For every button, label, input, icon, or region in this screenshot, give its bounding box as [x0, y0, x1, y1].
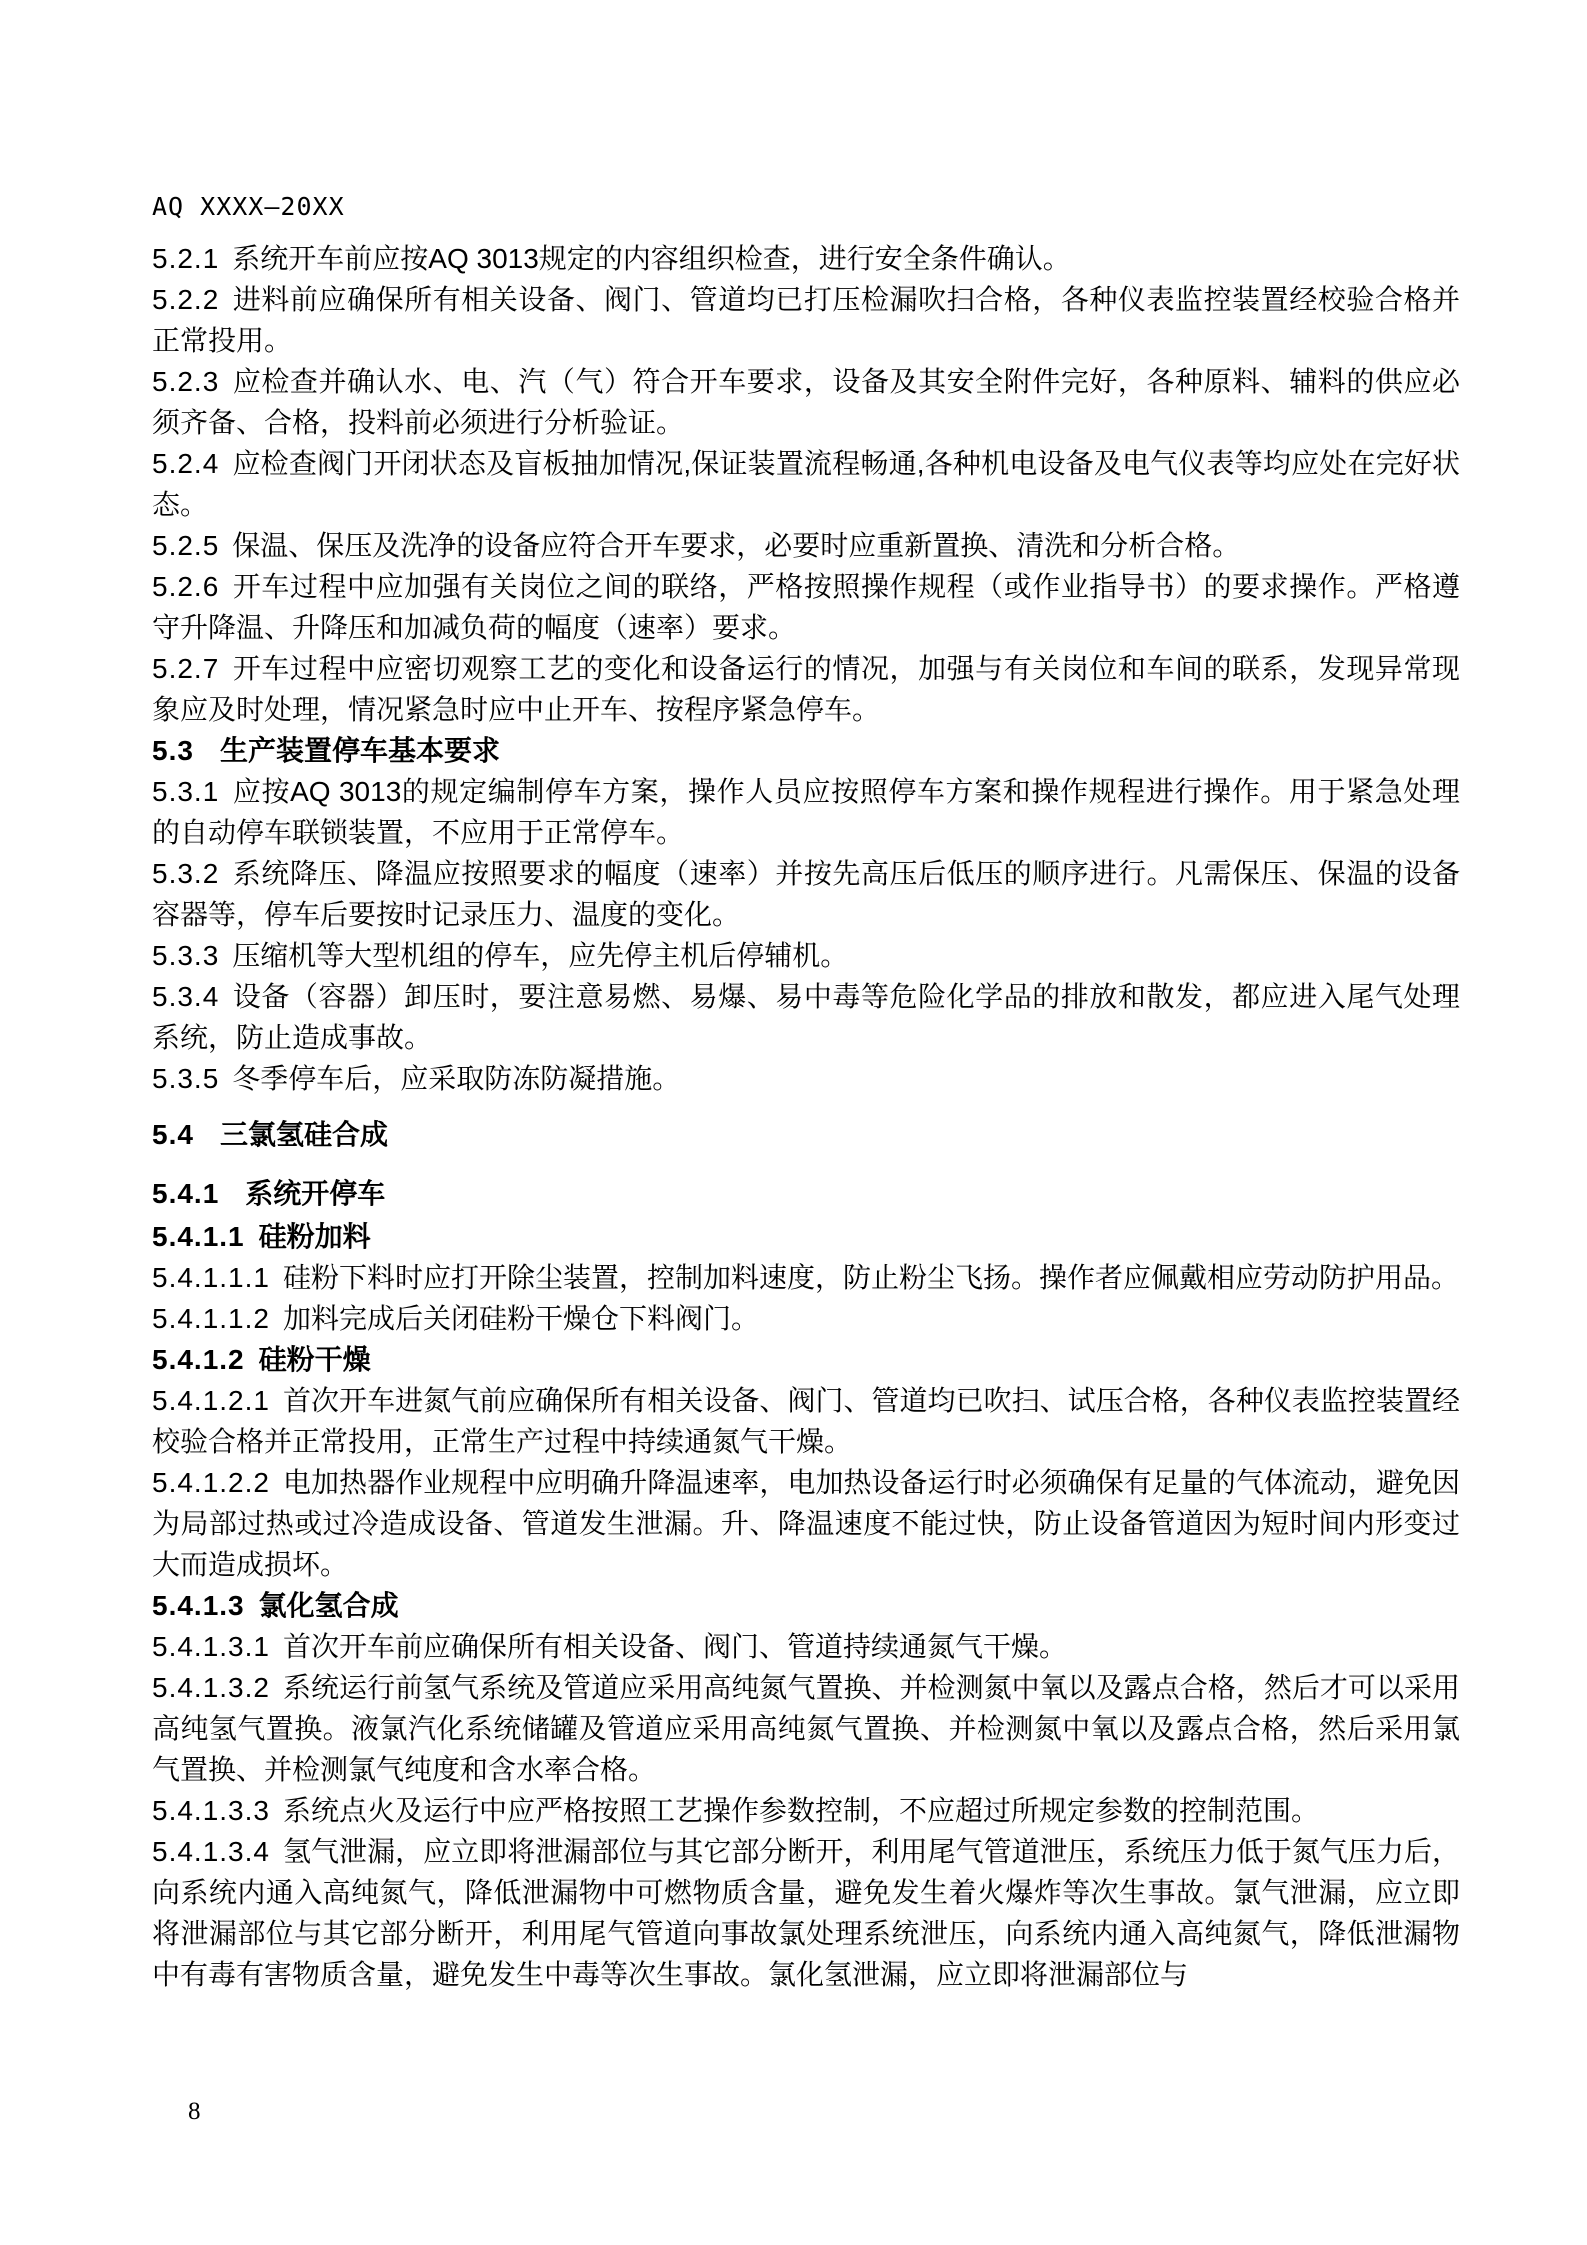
clause-text: 硅粉加料	[258, 1221, 371, 1252]
clause-5-3-1	[152, 771, 1460, 853]
document-header: AQ XXXX—20XX	[152, 192, 345, 221]
clause-text: 电加热器作业规程中应明确升降温速率，电加热设备运行时必须确保有足量的气体流动，避免因为局部过热或过冷造成设备、管道发生泄漏。升、降温速度不能过快，防止设备管道因为短时间内形变过大而造成损坏。	[152, 1467, 1460, 1580]
clause-text: 系统降压、降温应按照要求的幅度（速率）并按先高压后低压的顺序进行。凡需保压、保温的设备容器等，停车后要按时记录压力、温度的变化。	[152, 858, 1460, 930]
clause-5-4-1-2-2	[152, 1462, 1460, 1585]
clause-number: 5.3.4	[152, 981, 220, 1012]
clause-5-3-3	[152, 935, 1460, 976]
clause-text: 硅粉下料时应打开除尘装置，控制加料速度，防止粉尘飞扬。操作者应佩戴相应劳动防护用品。	[282, 1262, 1459, 1293]
clause-number: 5.2.1	[152, 243, 220, 274]
clause-number: 5.4	[152, 1119, 194, 1150]
clause-5-4-1-2-1	[152, 1380, 1460, 1462]
clause-number: 5.2.4	[152, 448, 220, 479]
clause-number: 5.3.3	[152, 940, 220, 971]
clause-text: 氯化氢合成	[258, 1590, 399, 1621]
clause-5-3-2	[152, 853, 1460, 935]
clause-5-4-1-3-4	[152, 1831, 1460, 1995]
clause-5-2-5	[152, 525, 1460, 566]
clause-5-2-3	[152, 361, 1460, 443]
clause-number: 5.4.1.2	[152, 1344, 245, 1375]
clause-number: 5.4.1.3.2	[152, 1672, 270, 1703]
clause-number: 5.3.1	[152, 776, 220, 807]
clause-text: 开车过程中应加强有关岗位之间的联络，严格按照操作规程（或作业指导书）的要求操作。严格遵守升降温、升降压和加减负荷的幅度（速率）要求。	[152, 571, 1460, 643]
clause-5-3-4	[152, 976, 1460, 1058]
clause-text: 设备（容器）卸压时，要注意易燃、易爆、易中毒等危险化学品的排放和散发，都应进入尾气处理系统，防止造成事故。	[152, 981, 1460, 1053]
heading-5-3	[152, 730, 1460, 771]
heading-5-4-1-1	[152, 1216, 1460, 1257]
clause-text: 系统开车前应按AQ 3013规定的内容组织检查，进行安全条件确认。	[232, 243, 1071, 274]
heading-5-4-1-3	[152, 1585, 1460, 1626]
clause-5-2-7	[152, 648, 1460, 730]
clause-text: 应检查阀门开闭状态及盲板抽加情况,保证装置流程畅通,各种机电设备及电气仪表等均应处在完好状态。	[152, 448, 1460, 520]
clause-number: 5.4.1.2.2	[152, 1467, 270, 1498]
heading-5-4-1-2	[152, 1339, 1460, 1380]
clause-number: 5.3.5	[152, 1063, 220, 1094]
clause-text: 首次开车前应确保所有相关设备、阀门、管道持续通氮气干燥。	[282, 1631, 1067, 1662]
clause-text: 系统点火及运行中应严格按照工艺操作参数控制，不应超过所规定参数的控制范围。	[282, 1795, 1319, 1826]
clause-5-4-1-3-1	[152, 1626, 1460, 1667]
clause-text: 开车过程中应密切观察工艺的变化和设备运行的情况，加强与有关岗位和车间的联系，发现异常现象应及时处理，情况紧急时应中止开车、按程序紧急停车。	[152, 653, 1460, 725]
clause-5-2-2	[152, 279, 1460, 361]
clause-number: 5.4.1.2.1	[152, 1385, 270, 1416]
clause-text: 生产装置停车基本要求	[219, 735, 500, 766]
clause-5-2-1	[152, 238, 1460, 279]
clause-number: 5.4.1.1	[152, 1221, 245, 1252]
clause-5-3-5	[152, 1058, 1460, 1099]
heading-5-4	[152, 1114, 1460, 1155]
page-number: 8	[188, 2098, 201, 2125]
clause-number: 5.3	[152, 735, 194, 766]
clause-number: 5.4.1	[152, 1178, 220, 1209]
heading-5-4-1	[152, 1173, 1460, 1214]
clause-number: 5.4.1.1.2	[152, 1303, 270, 1334]
clause-5-4-1-3-2	[152, 1667, 1460, 1790]
clause-text: 首次开车进氮气前应确保所有相关设备、阀门、管道均已吹扫、试压合格，各种仪表监控装置经校验合格并正常投用，正常生产过程中持续通氮气干燥。	[152, 1385, 1460, 1457]
clause-text: 系统开停车	[245, 1178, 386, 1209]
clause-text: 进料前应确保所有相关设备、阀门、管道均已打压检漏吹扫合格，各种仪表监控装置经校验合格并正常投用。	[152, 284, 1460, 356]
clause-text: 保温、保压及洗净的设备应符合开车要求，必要时应重新置换、清洗和分析合格。	[232, 530, 1241, 561]
clause-number: 5.2.7	[152, 653, 220, 684]
clause-text: 三氯氢硅合成	[219, 1119, 388, 1150]
clause-text: 系统运行前氢气系统及管道应采用高纯氮气置换、并检测氮中氧以及露点合格，然后才可以采用高纯氢气置换。液氯汽化系统储罐及管道应采用高纯氮气置换、并检测氮中氧以及露点合格，然后采用氯气置换、并检测氯气纯度和含水率合格。	[152, 1672, 1460, 1785]
clause-number: 5.2.6	[152, 571, 220, 602]
clause-text: 氢气泄漏，应立即将泄漏部位与其它部分断开，利用尾气管道泄压，系统压力低于氮气压力后，向系统内通入高纯氮气，降低泄漏物中可燃物质含量，避免发生着火爆炸等次生事故。氯气泄漏，应立即将泄漏部位与其它部分断开，利用尾气管道向事故氯处理系统泄压，向系统内通入高纯氮气，降低泄漏物中有毒有害物质含量，避免发生中毒等次生事故。氯化氢泄漏，应立即将泄漏部位与	[152, 1836, 1460, 1990]
clause-5-4-1-1-1	[152, 1257, 1460, 1298]
clause-number: 5.2.2	[152, 284, 220, 315]
clause-number: 5.4.1.3.3	[152, 1795, 270, 1826]
clause-text: 应检查并确认水、电、汽（气）符合开车要求，设备及其安全附件完好，各种原料、辅料的供应必须齐备、合格，投料前必须进行分析验证。	[152, 366, 1460, 438]
clause-5-2-6	[152, 566, 1460, 648]
clause-number: 5.2.5	[152, 530, 220, 561]
clause-5-4-1-3-3	[152, 1790, 1460, 1831]
clause-number: 5.2.3	[152, 366, 220, 397]
clause-number: 5.4.1.1.1	[152, 1262, 270, 1293]
clause-text: 应按AQ 3013的规定编制停车方案，操作人员应按照停车方案和操作规程进行操作。用于紧急处理的自动停车联锁装置，不应用于正常停车。	[152, 776, 1460, 848]
clause-number: 5.3.2	[152, 858, 220, 889]
clause-number: 5.4.1.3	[152, 1590, 245, 1621]
clause-text: 压缩机等大型机组的停车，应先停主机后停辅机。	[232, 940, 849, 971]
clause-text: 加料完成后关闭硅粉干燥仓下料阀门。	[282, 1303, 759, 1334]
clause-5-2-4	[152, 443, 1460, 525]
clause-number: 5.4.1.3.4	[152, 1836, 270, 1867]
clause-text: 冬季停车后，应采取防冻防凝措施。	[232, 1063, 681, 1094]
clause-text: 硅粉干燥	[258, 1344, 371, 1375]
clause-5-4-1-1-2	[152, 1298, 1460, 1339]
clause-number: 5.4.1.3.1	[152, 1631, 270, 1662]
document-body	[152, 238, 1460, 1995]
